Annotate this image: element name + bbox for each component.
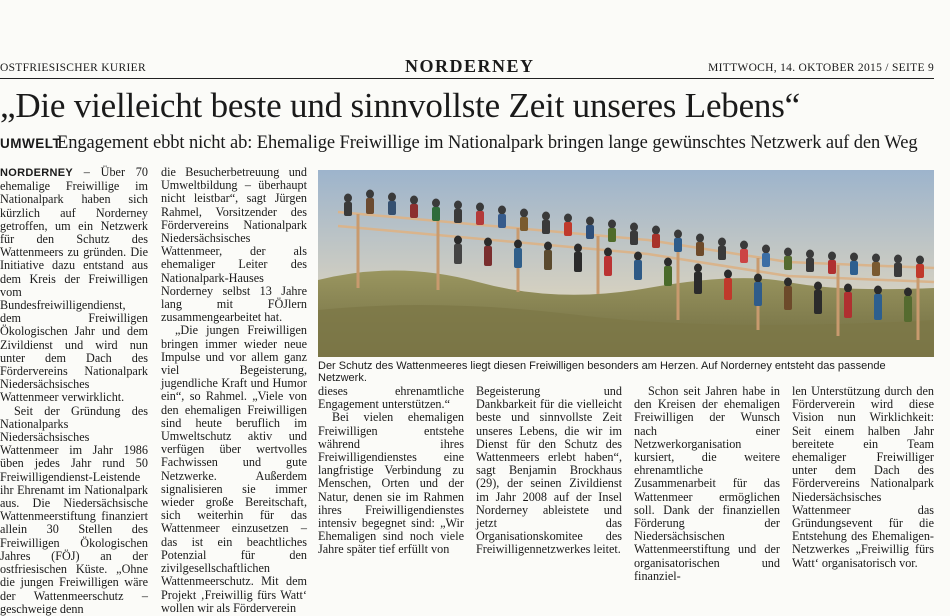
article-column-6 [792, 385, 934, 570]
header-rule [0, 78, 934, 79]
article-column-4 [476, 385, 622, 557]
article-column-3 [318, 385, 464, 557]
section-title: NORDERNEY [405, 56, 535, 76]
paragraph: Bei vielen ehemaligen Freiwilligen entstehe während ihres Freiwilligendienstes eine langfristige Verbindung zu Menschen, Orten und der Natur, denen sie im Rahmen ihres Freiwilligendienstes intensiv begegnet sind: „Wir Ehemaligen sind noch viele Jahre später tief erfüllt von [318, 410, 464, 557]
publication-name: OSTFRIESISCHER KURIER [0, 62, 146, 74]
group-photo-image [318, 170, 934, 357]
paragraph: Seit der Gründung des Nationalparks Niedersächsisches Wattenmeer im Jahr 1986 üben jedes Jahr rund 50 Freiwilligendienst-Leistende ihr Ehrenamt im Nationalpark aus. Die Niedersächsische Wattenmeerstiftung finanziert allein 30 Stellen des Freiwilligen Ökologischen Jahres (FÖJ) an der ostfriesischen Küste. „Ohne die jungen Freiwilligen wäre der Wattenmeerschutz – geschweige denn [0, 403, 148, 616]
article-column-2 [161, 166, 307, 615]
paragraph: len Unterstützung durch den Förderverein wird diese Vision nun Wirklichkeit: Seit einem halben Jahr bereitete ein Team ehemaliger Freiwilliger unter dem Dach des Fördervereins Nationalpark Niedersächsisches Wattenmeer das Gründungsevent für die Entstehung des Ehemaligen-Netzwerkes „Freiwillig fürs Watt‘ organisatorisch vor. [792, 384, 934, 570]
paragraph: Begeisterung und Dankbarkeit für die vielleicht beste und sinnvollste Zeit unseres Lebens, die wir im Dienst für den Schutz des Wattenmeers erlebt haben“, sagt Benjamin Brockhaus (29), der seinen Zivildienst im Jahr 2008 auf der Insel Norderney ableistete und jetzt das Organisationskomitee des Freiwilligennetzwerkes leitet. [476, 384, 622, 557]
paragraph: dieses ehrenamtliche Engagement unterstützen.“ [318, 384, 464, 412]
paragraph: Schon seit Jahren habe in den Kreisen der ehemaligen Freiwilligen der Wunsch nach einer Netzwerkorganisation kursiert, die weitere ehrenamtliche Zusammenarbeit für das Wattenmeer ermöglichen soll. Dank der finanziellen Förderung der Niedersächsischen Wattenmeerstiftung und der organisatorischen und finanziel- [634, 384, 780, 583]
paragraph: „Die jungen Freiwilligen bringen immer wieder neue Impulse und vor allem ganz viel Begeisterung, jugendliche Kraft und Humor ein“, so Rahmel. „Viele von den ehemaligen Freiwilligen sind heute beruflich im Umweltschutz aktiv und verfügen über wertvolles Fachwissen und gute Netzwerke. Außerdem signalisieren sie immer wieder große Bereitschaft, sich weiterhin für das Wattenmeer einzusetzen – das ist ein beachtliches Potenzial für den zivilgesellschaftlichen Wattenmeerschutz. Mit dem Projekt ‚Freiwillig fürs Watt‘ wollen wir als Förderverein [161, 323, 307, 615]
subheadline: Engagement ebbt nicht ab: Ehemalige Freiwillige im Nationalpark bringen lange gewünschtes Netzwerk auf den Weg [57, 133, 918, 153]
topic-kicker: UMWELT [0, 136, 62, 151]
group-photo [318, 170, 934, 357]
article-column-5 [634, 385, 780, 583]
paragraph: – Über 70 ehemalige Freiwillige im Nationalpark haben sich kürzlich auf Norderney getroffen, um ein Netzwerk für den Schutz des Wattenmeers zu gründen. Die Initiative dazu entstand aus dem Kreis der Freiwilligen vom Bundesfreiwilligendienst, dem Freiwilligen Ökologischen Jahr und dem Zivildienst und wird nun unter dem Dach des Fördervereins Nationalpark Niedersächsisches Wattenmeer verwirklicht. [0, 165, 148, 405]
article-column-1 [0, 166, 148, 616]
photo-caption: Der Schutz des Wattenmeeres liegt diesen Freiwilligen besonders am Herzen. Auf Norderney entsteht das passende Netzwerk. [318, 360, 886, 384]
headline: „Die vielleicht beste und sinnvollste Zeit unseres Lebens“ [0, 86, 800, 125]
dateline: NORDERNEY [0, 167, 73, 179]
paragraph: die Besucherbetreuung und Umweltbildung – überhaupt nicht leistbar“, sagt Jürgen Rahmel, Vorsitzender des Fördervereins Nationalpark Niedersächsisches Wattenmeer, der als ehemaliger Leiter des Nationalpark-Hauses Norderney selbst 13 Jahre lang mit FÖJlern zusammengearbeitet hat. [161, 165, 307, 325]
date-page-info: MITTWOCH, 14. OKTOBER 2015 / SEITE 9 [708, 62, 934, 74]
